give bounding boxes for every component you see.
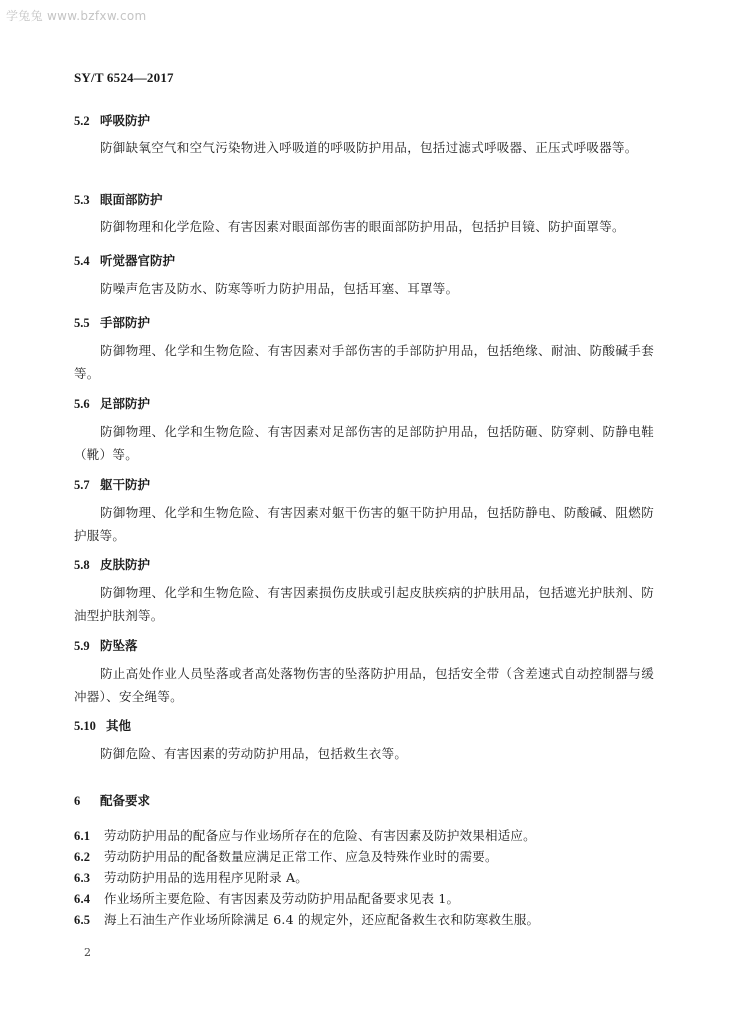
section-paragraph-5-5: 防御物理、化学和生物危险、有害因素对手部伤害的手部防护用品，包括绝缘、耐油、防酸碱手套等。 — [74, 343, 654, 381]
section-title: 眼面部防护 — [100, 192, 163, 207]
section-title: 足部防护 — [100, 396, 151, 411]
section-heading-5-8 — [74, 555, 150, 573]
section-number: 5.10 — [74, 719, 96, 733]
section-paragraph-5-7: 防御物理、化学和生物危险、有害因素对躯干伤害的躯干防护用品，包括防静电、防酸碱、阻燃防护服等。 — [74, 505, 654, 543]
section-paragraph-5-3: 防御物理和化学危险、有害因素对眼面部伤害的眼面部防护用品，包括护目镜、防护面罩等。 — [100, 219, 625, 234]
section-heading-5-5 — [74, 313, 150, 331]
section-paragraph-5-6: 防御物理、化学和生物危险、有害因素对足部伤害的足部防护用品，包括防砸、防穿刺、防静电鞋（靴）等。 — [74, 424, 654, 462]
item-number: 6.5 — [74, 913, 91, 927]
item-text: 劳动防护用品的选用程序见附录 A。 — [104, 870, 308, 885]
section-paragraph-5-10: 防御危险、有害因素的劳动防护用品，包括救生衣等。 — [100, 746, 408, 761]
item-text: 劳动防护用品的配备应与作业场所存在的危险、有害因素及防护效果相适应。 — [104, 828, 536, 843]
section-number: 5.4 — [74, 254, 90, 268]
section-title: 手部防护 — [100, 315, 151, 330]
item-text: 海上石油生产作业场所除满足 6.4 的规定外，还应配备救生衣和防寒救生服。 — [104, 912, 540, 927]
section-paragraph-5-4: 防噪声危害及防水、防寒等听力防护用品，包括耳塞、耳罩等。 — [100, 281, 459, 296]
item-number: 6.4 — [74, 892, 91, 906]
section-title: 皮肤防护 — [100, 557, 151, 572]
section-heading-5-9 — [74, 636, 138, 654]
standard-code: SY/T 6524—2017 — [74, 70, 174, 85]
item-text: 劳动防护用品的配备数量应满足正常工作、应急及特殊作业时的需要。 — [104, 849, 498, 864]
item-number: 6.3 — [74, 871, 91, 885]
section-title: 躯干防护 — [100, 477, 151, 492]
watermark: 学兔兔 www.bzfxw.com — [6, 9, 147, 23]
section-title: 配备要求 — [100, 793, 151, 808]
section-title: 听觉器官防护 — [100, 253, 176, 268]
section-number: 5.7 — [74, 478, 90, 492]
item-text: 作业场所主要危险、有害因素及劳动防护用品配备要求见表 1。 — [104, 891, 460, 906]
page-number: 2 — [84, 946, 91, 959]
requirement-item-6-1 — [74, 826, 536, 844]
item-number: 6.1 — [74, 829, 91, 843]
requirement-item-6-5 — [74, 910, 539, 928]
section-paragraph-5-2: 防御缺氧空气和空气污染物进入呼吸道的呼吸防护用品，包括过滤式呼吸器、正压式呼吸器等。 — [100, 140, 638, 155]
section-number: 5.6 — [74, 397, 90, 411]
section-title: 防坠落 — [100, 638, 138, 653]
section-number: 5.9 — [74, 639, 90, 653]
section-heading-5-10 — [74, 716, 131, 734]
section-number: 5.2 — [74, 114, 90, 128]
section-heading-5-6 — [74, 394, 150, 412]
section-number: 5.3 — [74, 193, 90, 207]
section-title: 其他 — [106, 718, 132, 733]
requirement-item-6-3 — [74, 868, 308, 886]
item-number: 6.2 — [74, 850, 91, 864]
section-number: 6 — [74, 794, 81, 808]
section-heading-5-3 — [74, 190, 163, 208]
section-number: 5.5 — [74, 316, 90, 330]
section-heading-5-2 — [74, 111, 150, 129]
section-heading-5-4 — [74, 251, 175, 269]
section-title: 呼吸防护 — [100, 113, 151, 128]
section-paragraph-5-8: 防御物理、化学和生物危险、有害因素损伤皮肤或引起皮肤疾病的护肤用品，包括遮光护肤剂、防油型护肤剂等。 — [74, 585, 654, 623]
requirement-item-6-2 — [74, 847, 498, 865]
requirement-item-6-4 — [74, 889, 459, 907]
section-number: 5.8 — [74, 558, 90, 572]
section-heading-5-7 — [74, 475, 150, 493]
section-paragraph-5-9: 防止高处作业人员坠落或者高处落物伤害的坠落防护用品，包括安全带（含差速式自动控制器与缓冲器）、安全绳等。 — [74, 666, 654, 704]
section-heading-6 — [74, 791, 150, 809]
